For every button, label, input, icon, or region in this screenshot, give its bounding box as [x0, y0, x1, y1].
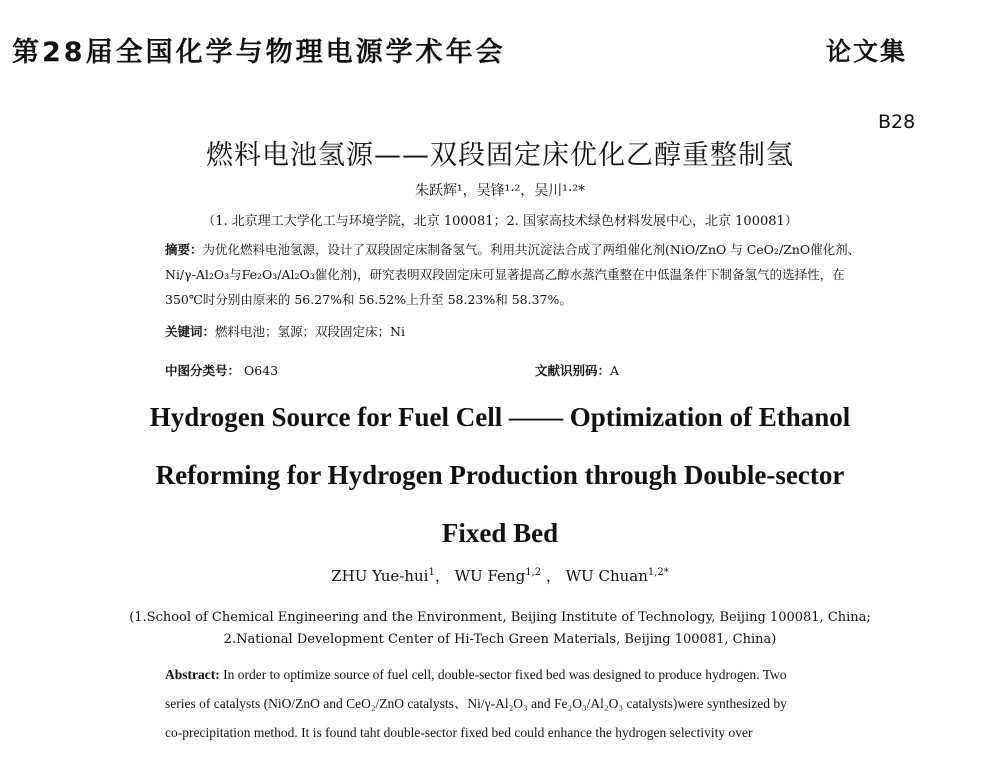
author-2: WU Feng — [454, 567, 526, 585]
en-affil-line-1: (1.School of Chemical Engineering and the Environment, Beijing Institute of Technology, Beijing 100081, China; — [129, 610, 871, 625]
en-affil-line-2: 2.National Development Center of Hi-Tech Green Materials, Beijing 100081, China) — [223, 632, 777, 647]
collection-header: 论文集 — [826, 37, 908, 66]
doc-label: 文献识别码： — [535, 363, 611, 378]
en-abstract — [165, 660, 875, 747]
cn-abstract-text: 为优化燃料电池氢源，设计了双段固定床制备氢气。利用共沉淀法合成了两组催化剂(NiO/ZnO 与 CeO₂/ZnO催化剂、Ni/γ-Al₂O₃与Fe₂O₃/Al₂O₃催化剂)，研究表明双段固定床可显著提高乙醇水蒸汽重整在中低温条件下制备氢气的选择性，在 350℃时分别由原来的 56.27%和 56.52%上升至 58.23%和 58.37%。 — [165, 242, 861, 307]
class-value: O643 — [244, 363, 279, 378]
author-2-sup: 1,2 — [525, 567, 542, 578]
doc-code — [535, 358, 619, 383]
cn-classification — [165, 358, 875, 383]
en-abstract-line-1-text: In order to optimize source of fuel cell, double-sector fixed bed was designed to produce hydrogen. Two — [219, 667, 787, 682]
cn-authors: 朱跃辉¹，吴锋¹·²，吴川¹·²* — [415, 183, 585, 199]
cn-abstract-label: 摘要： — [165, 242, 203, 257]
en-abstract-line-3: co-precipitation method. It is found taht double-sector fixed bed could enhance the hydrogen selectivity over — [165, 725, 753, 740]
en-title: Hydrogen Source for Fuel Cell —— Optimization of Ethanol Reforming for Hydrogen Production through Double-sector Fixed Bed — [149, 402, 851, 548]
doc-value: A — [610, 363, 620, 378]
cn-keywords — [165, 319, 875, 344]
en-abstract-line-1 — [165, 660, 875, 689]
author-3: WU Chuan — [565, 567, 648, 585]
cn-keywords-label: 关键词： — [165, 324, 216, 339]
class-label: 中图分类号： — [165, 363, 241, 378]
conference-header: 第28届全国化学与物理电源学术年会 — [12, 37, 506, 68]
cn-affiliations: （1. 北京理工大学化工与环境学院，北京 100081；2. 国家高技术绿色材料发展中心，北京 100081） — [202, 214, 798, 229]
author-3-sup: 1,2* — [647, 567, 669, 578]
author-1-sup: 1 — [428, 567, 435, 578]
author-1: ZHU Yue-hui — [331, 567, 429, 585]
en-authors: ZHU Yue-hui$^1$， WU Feng$^{1,2}$ ， WU Chuan$^{1,2*}$ — [331, 567, 669, 585]
en-abstract-label: Abstract: — [165, 667, 220, 682]
cn-title: 燃料电池氢源——双段固定床优化乙醇重整制氢 — [206, 140, 794, 171]
en-abstract-line-2: series of catalysts (NiO/ZnO and CeO₂/ZnO catalysts、Ni/γ-Al₂O₃ and Fe₂O₃/Al₂O₃ catalysts)were synthesized by — [165, 696, 787, 711]
en-affiliations — [120, 607, 880, 651]
cn-abstract — [165, 237, 875, 312]
cn-keywords-text: 燃料电池；氢源；双段固定床；Ni — [215, 324, 405, 339]
paper-code: B28 — [878, 111, 916, 133]
